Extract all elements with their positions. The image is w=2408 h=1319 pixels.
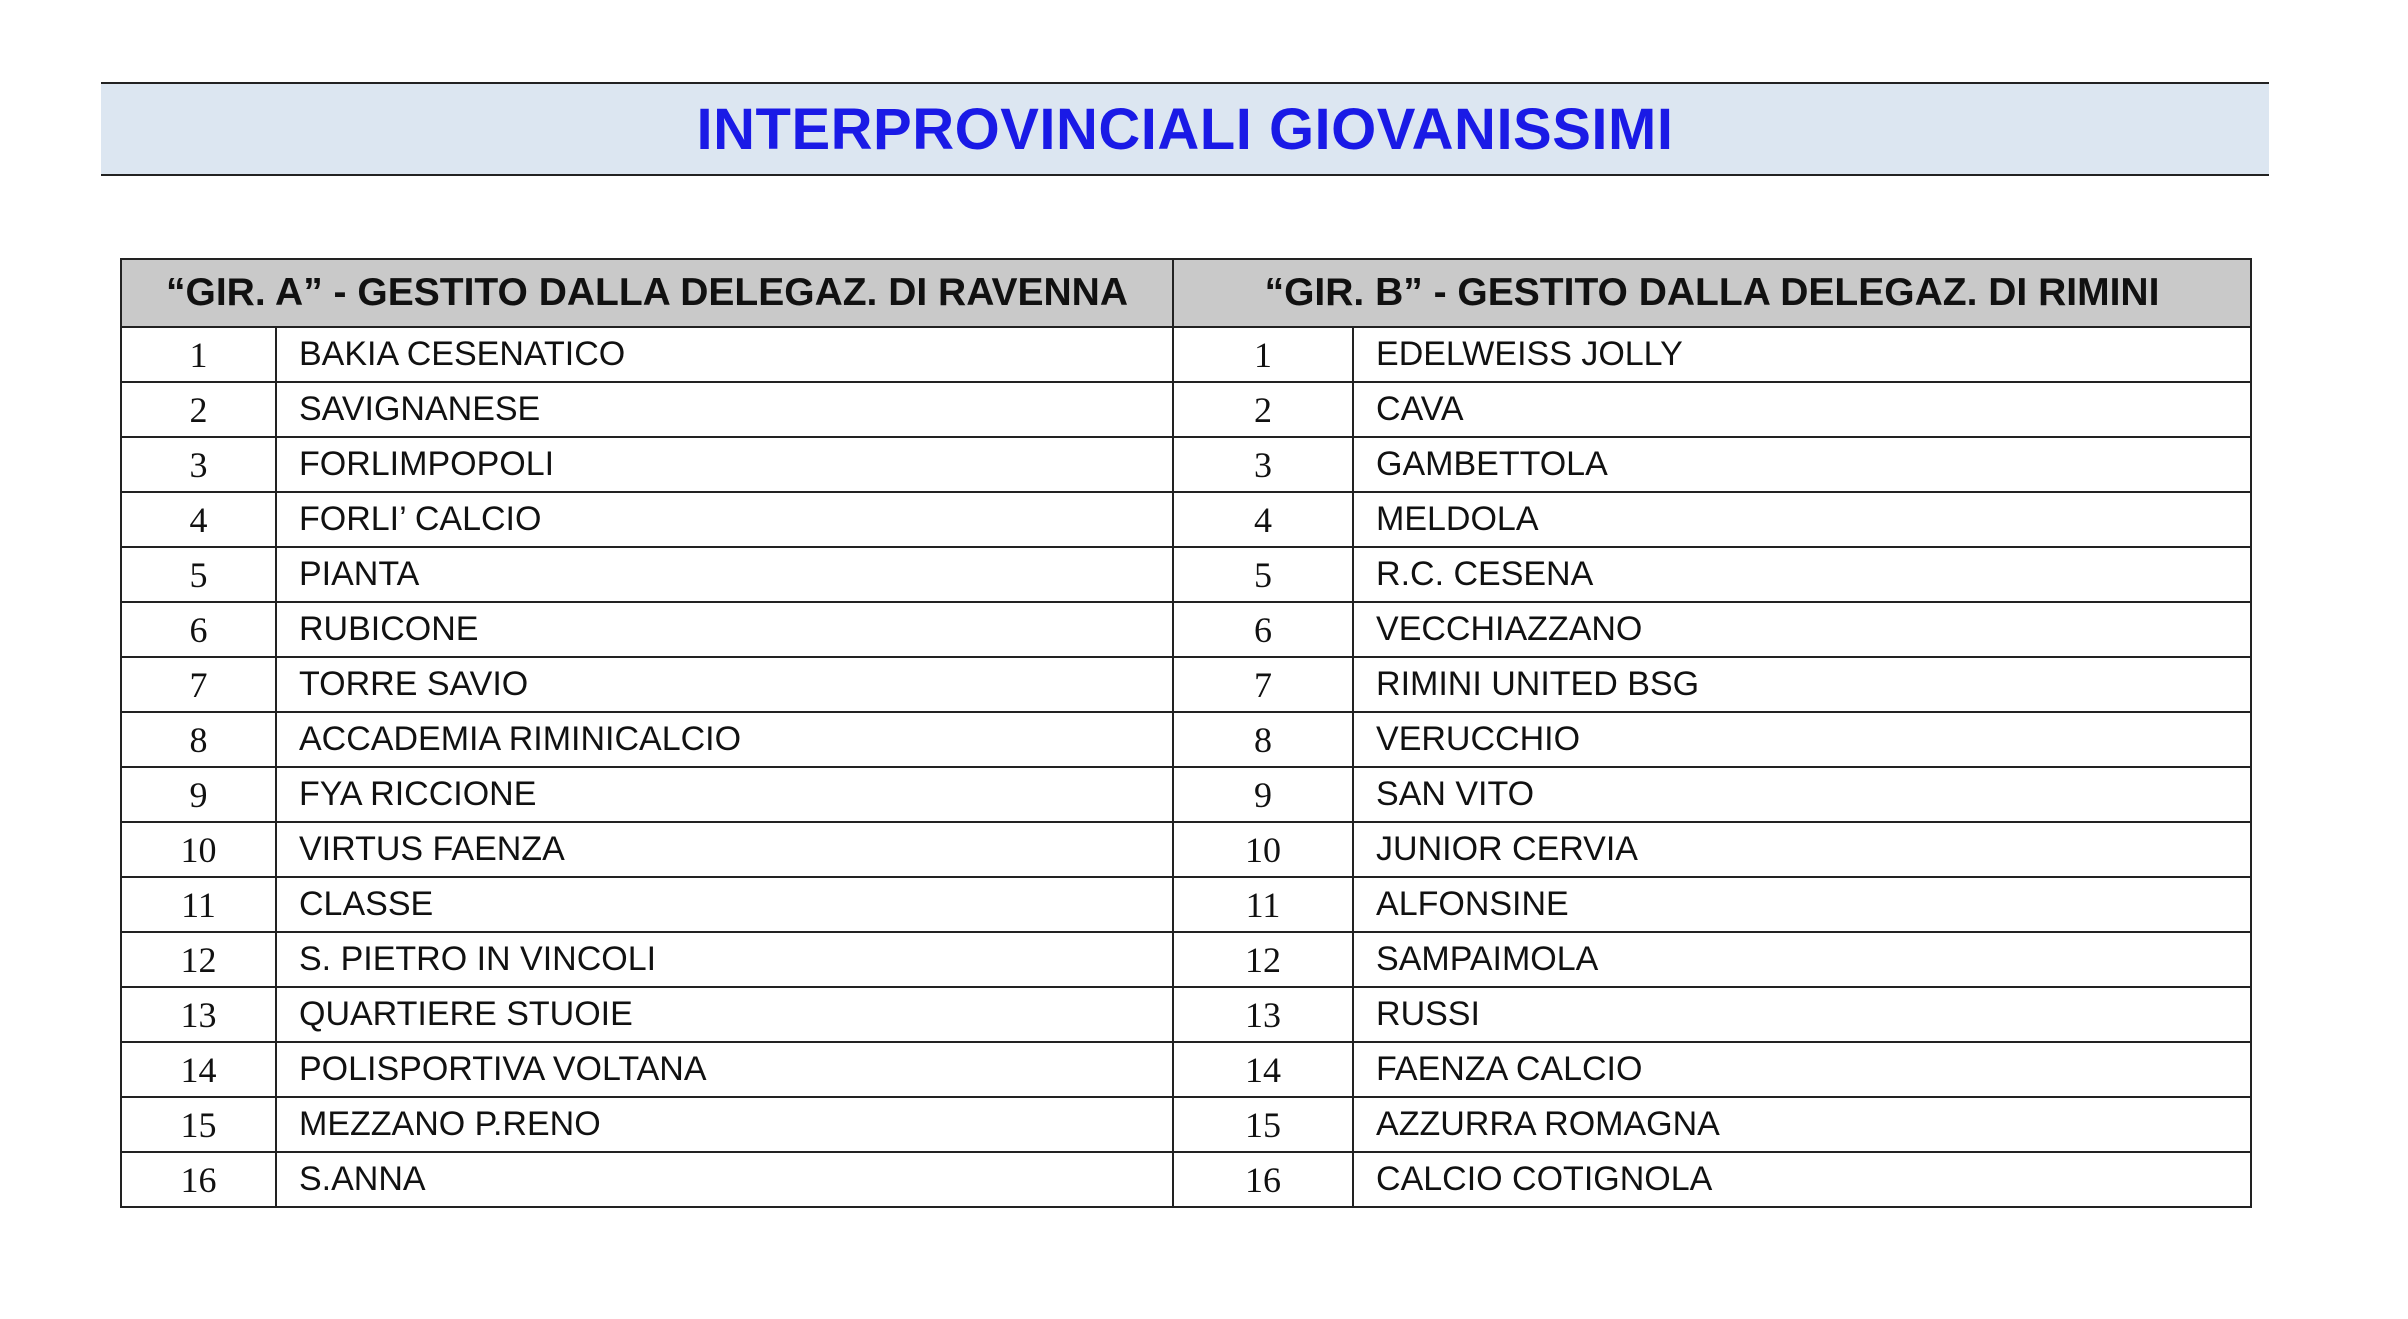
group-a-team-name: TORRE SAVIO — [276, 657, 1173, 712]
title-bar — [101, 82, 2269, 176]
group-b-position: 16 — [1173, 1152, 1353, 1207]
table-row — [121, 327, 2251, 382]
group-b-position: 14 — [1173, 1042, 1353, 1097]
group-b-position: 1 — [1173, 327, 1353, 382]
group-a-position: 11 — [121, 877, 276, 932]
group-b-position: 11 — [1173, 877, 1353, 932]
group-b-team-name: EDELWEISS JOLLY — [1353, 327, 2251, 382]
group-a-team-name: MEZZANO P.RENO — [276, 1097, 1173, 1152]
table-row — [121, 712, 2251, 767]
table-row — [121, 987, 2251, 1042]
group-a-team-name: POLISPORTIVA VOLTANA — [276, 1042, 1173, 1097]
table-row — [121, 1097, 2251, 1152]
group-a-team-name: ACCADEMIA RIMINICALCIO — [276, 712, 1173, 767]
group-a-header: “GIR. A” - GESTITO DALLA DELEGAZ. DI RAVENNA — [121, 259, 1173, 327]
table-row — [121, 932, 2251, 987]
group-b-team-name: VERUCCHIO — [1353, 712, 2251, 767]
group-b-position: 3 — [1173, 437, 1353, 492]
group-a-position: 5 — [121, 547, 276, 602]
group-a-position: 15 — [121, 1097, 276, 1152]
group-b-position: 10 — [1173, 822, 1353, 877]
group-b-position: 15 — [1173, 1097, 1353, 1152]
table-row — [121, 382, 2251, 437]
table-row — [121, 602, 2251, 657]
group-b-team-name: JUNIOR CERVIA — [1353, 822, 2251, 877]
group-a-position: 14 — [121, 1042, 276, 1097]
group-b-position: 6 — [1173, 602, 1353, 657]
group-a-team-name: FORLI’ CALCIO — [276, 492, 1173, 547]
group-b-team-name: ALFONSINE — [1353, 877, 2251, 932]
group-a-team-name: FORLIMPOPOLI — [276, 437, 1173, 492]
groups-table — [120, 258, 2252, 1208]
group-a-team-name: RUBICONE — [276, 602, 1173, 657]
group-a-position: 12 — [121, 932, 276, 987]
group-a-team-name: CLASSE — [276, 877, 1173, 932]
header-row — [121, 259, 2251, 327]
group-b-team-name: VECCHIAZZANO — [1353, 602, 2251, 657]
group-a-position: 16 — [121, 1152, 276, 1207]
table-row — [121, 877, 2251, 932]
group-a-team-name: FYA RICCIONE — [276, 767, 1173, 822]
group-b-team-name: GAMBETTOLA — [1353, 437, 2251, 492]
group-b-team-name: SAMPAIMOLA — [1353, 932, 2251, 987]
group-b-position: 4 — [1173, 492, 1353, 547]
group-a-position: 8 — [121, 712, 276, 767]
group-a-team-name: SAVIGNANESE — [276, 382, 1173, 437]
group-a-team-name: VIRTUS FAENZA — [276, 822, 1173, 877]
group-b-team-name: CAVA — [1353, 382, 2251, 437]
group-a-position: 4 — [121, 492, 276, 547]
group-b-position: 2 — [1173, 382, 1353, 437]
group-a-team-name: PIANTA — [276, 547, 1173, 602]
group-b-team-name: SAN VITO — [1353, 767, 2251, 822]
group-a-team-name: S.ANNA — [276, 1152, 1173, 1207]
group-b-position: 12 — [1173, 932, 1353, 987]
group-b-team-name: CALCIO COTIGNOLA — [1353, 1152, 2251, 1207]
group-a-position: 2 — [121, 382, 276, 437]
table-row — [121, 492, 2251, 547]
group-b-position: 5 — [1173, 547, 1353, 602]
group-b-position: 9 — [1173, 767, 1353, 822]
group-a-position: 1 — [121, 327, 276, 382]
table-row — [121, 1152, 2251, 1207]
group-a-position: 9 — [121, 767, 276, 822]
table-row — [121, 1042, 2251, 1097]
group-b-team-name: RUSSI — [1353, 987, 2251, 1042]
group-b-position: 7 — [1173, 657, 1353, 712]
table-row — [121, 822, 2251, 877]
group-a-position: 7 — [121, 657, 276, 712]
table-row — [121, 767, 2251, 822]
group-b-team-name: AZZURRA ROMAGNA — [1353, 1097, 2251, 1152]
table-row — [121, 437, 2251, 492]
group-a-position: 10 — [121, 822, 276, 877]
group-b-team-name: R.C. CESENA — [1353, 547, 2251, 602]
group-b-team-name: MELDOLA — [1353, 492, 2251, 547]
group-a-position: 13 — [121, 987, 276, 1042]
group-b-team-name: FAENZA CALCIO — [1353, 1042, 2251, 1097]
group-a-team-name: QUARTIERE STUOIE — [276, 987, 1173, 1042]
group-b-position: 13 — [1173, 987, 1353, 1042]
group-b-header: “GIR. B” - GESTITO DALLA DELEGAZ. DI RIMINI — [1173, 259, 2251, 327]
group-a-position: 3 — [121, 437, 276, 492]
group-a-team-name: BAKIA CESENATICO — [276, 327, 1173, 382]
group-a-position: 6 — [121, 602, 276, 657]
page-title: INTERPROVINCIALI GIOVANISSIMI — [696, 96, 1674, 162]
group-a-team-name: S. PIETRO IN VINCOLI — [276, 932, 1173, 987]
table-row — [121, 547, 2251, 602]
group-b-position: 8 — [1173, 712, 1353, 767]
group-b-team-name: RIMINI UNITED BSG — [1353, 657, 2251, 712]
table-row — [121, 657, 2251, 712]
